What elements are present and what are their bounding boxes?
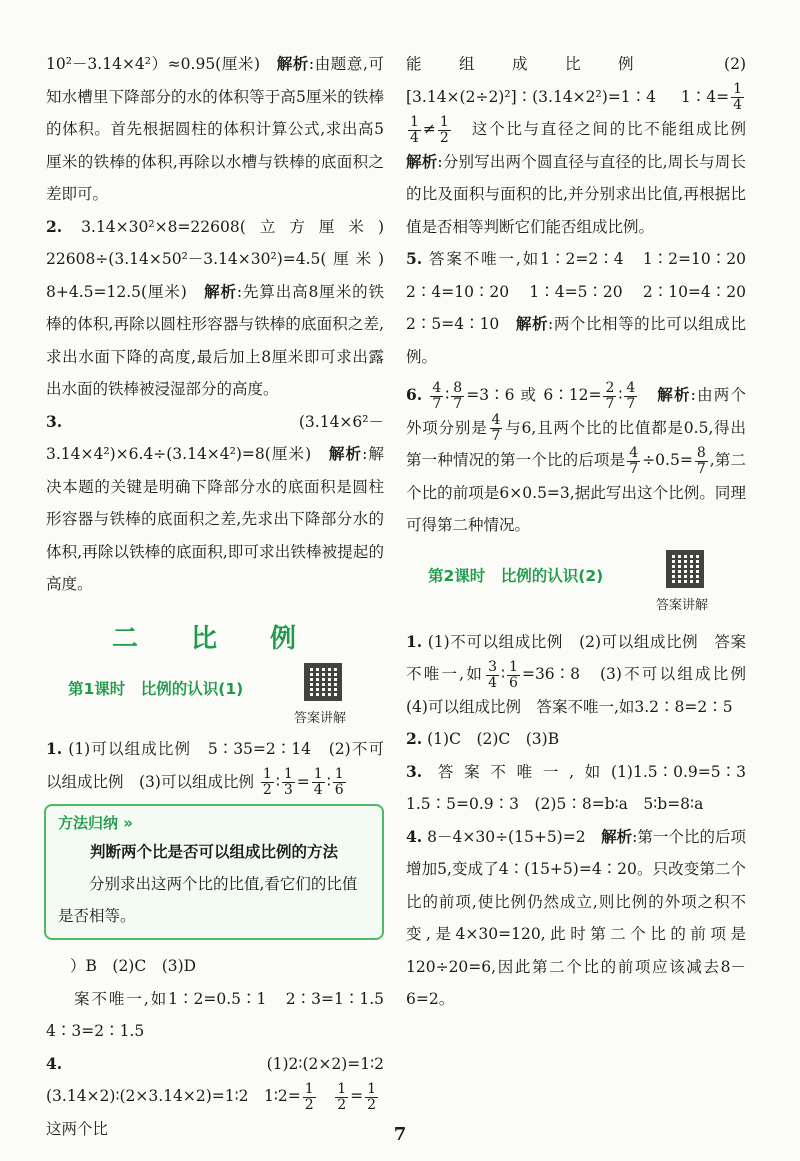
answer-1: 1. (1)不可以组成比例 (2)可以组成比例 答案不唯一,如 $\frac{3}{4}$ ∶ $\frac{1}{6}$ =36∶8 (3)不可以组成比例 (4)可以组成比例 答案不唯一,如3.2∶8=2∶5	[406, 631, 762, 716]
answer-paragraph	[46, 48, 384, 211]
qr-code-icon[interactable]	[666, 550, 704, 588]
analysis-text: 与6,且两个比的比值都是0.5,得出第一种情况的第一个比的后项是	[406, 418, 746, 469]
numerator: 1	[509, 658, 518, 675]
numerator: 4	[629, 444, 639, 461]
numerator: 1	[334, 766, 344, 782]
analysis-text: ,第二个比的前项是6×0.5=3,据此写出这个比例。同理可得第二种情况。	[406, 451, 746, 534]
fraction	[408, 115, 421, 146]
fraction	[486, 660, 499, 691]
question-number: 3.	[406, 761, 423, 781]
numerator: 1	[337, 1080, 347, 1097]
analysis-label: 解析	[328, 445, 363, 463]
denominator: 2	[367, 1096, 377, 1113]
denominator: 7	[626, 395, 636, 412]
question-number: 3.	[46, 411, 63, 431]
answer-continued: 能组成比例 (2)[3.14×(2÷2)²]∶(3.14×2²)=1∶4 1∶4= $\frac{1}{4}$ $\frac{1}{4}$ ≠ $\frac{1}{2}$ 这个比与直径之间的比不能组成比例 解析:分别写出两个圆直径与直径的比,周长与周长的比及面积与面积的比,并分别求出比值,再根据比值是否相等判断它们能否组成比例。	[406, 55, 762, 236]
question-number: 4.	[46, 1053, 63, 1073]
fraction	[603, 381, 616, 412]
denominator: 7	[491, 428, 501, 444]
denominator: 6	[509, 674, 518, 691]
answer-3: 案不唯一,如1∶2=0.5∶1 2∶3=1∶1.5 4∶3=2∶1.5	[46, 989, 400, 1040]
numerator: 1	[313, 766, 323, 782]
page-number: 7	[393, 1124, 407, 1145]
numerator: 4	[491, 412, 501, 428]
fraction	[282, 767, 295, 798]
fraction	[731, 82, 744, 113]
answer-text: 这两个比	[46, 1087, 396, 1138]
numerator: 3	[488, 658, 497, 675]
fraction	[335, 1082, 348, 1113]
answer-4: 4. (1)2∶(2×2)=1∶2 (3.14×2)∶(2×3.14×2)=1∶2 1∶2= $\frac{1}{2}$ $\frac{1}{2}$ = $\frac{1}{2}$ 这两个比	[46, 1053, 400, 1138]
lesson-title: 第2课时 比例的认识(2)	[428, 566, 604, 585]
qr-caption: 答案讲解	[294, 711, 347, 726]
answer-text: 答案不唯一,如(1)1.5∶0.9=5∶3 1.5∶5=0.9∶3 (2)5∶8=b∶a 5∶b=8∶a	[406, 762, 762, 813]
question-number: 2.	[406, 729, 423, 748]
fraction	[695, 446, 708, 477]
answer-text: 这个比与直径之间的比不能组成比例	[452, 120, 762, 138]
denominator: 4	[313, 782, 323, 798]
denominator: 7	[453, 395, 463, 412]
qr-code-icon[interactable]	[304, 663, 342, 701]
method-title: 方法归纳 »	[58, 814, 133, 832]
numerator: 4	[626, 379, 636, 396]
left-column	[46, 48, 400, 1145]
fraction	[333, 767, 346, 798]
numerator: 1	[283, 766, 293, 782]
answer-text: =36∶8 (3)不可以组成比例 (4)可以组成比例 答案不唯一,如3.2∶8=2∶5	[406, 665, 762, 716]
fraction	[430, 381, 443, 412]
denominator: 4	[488, 674, 497, 691]
question-number: 5.	[406, 249, 423, 268]
denominator: 7	[432, 395, 442, 412]
lesson-title: 第1课时 比例的认识(1)	[68, 680, 244, 698]
method-body: 分别求出这两个比的比值,看它们的比值是否相等。	[58, 875, 358, 925]
fraction	[451, 381, 464, 412]
numerator: 1	[304, 1080, 314, 1097]
numerator: 1	[733, 81, 742, 97]
question-6: 6. $\frac{4}{7}$ ∶ $\frac{8}{7}$ =3∶6 或 6∶12= $\frac{2}{7}$ ∶ $\frac{4}{7}$ 解析:由两个外项分别是 $\frac{4}{7}$ 与6,且两个比的比值都是0.5,得出第一种情况的第一个比的后项是 $\frac{4}{7}$ ÷0.5= $\frac{8}{7}$ ,第二个比的前项是6×0.5=3,据此写出这个比例。同理可得第二种情况。	[406, 379, 746, 534]
denominator: 3	[283, 782, 293, 798]
answer-text: (1)可以组成比例 5∶35=2∶14 (2)不可以组成比例 (3)可以组成比例	[46, 740, 384, 791]
answer-text: (3.14×6²－3.14×4²)×6.4÷(3.14×4²)=8(厘米)	[46, 412, 384, 463]
question-5	[406, 243, 762, 373]
analysis-label: 解析	[515, 315, 549, 333]
answer-text: 3.14×30²×8=22608(立方厘米) 22608÷(3.14×50²－3.14×30²)=4.5(厘米) 8+4.5=12.5(厘米)	[46, 217, 400, 301]
analysis-label: 解析	[276, 55, 309, 73]
fraction	[490, 413, 503, 444]
analysis-text: :由题意,可知水槽里下降部分的水的体积等于高5厘米的铁棒的体积。首先根据圆柱的体积计算公式,求出高5厘米的铁棒的体积,再除以水槽与铁棒的底面积之差即可。	[46, 55, 384, 203]
denominator: 2	[262, 782, 272, 798]
question-number: 1.	[406, 631, 423, 651]
answer-text: =3∶6 或 6∶12=	[466, 386, 602, 404]
question-2	[46, 211, 400, 406]
analysis-label: 解析	[406, 152, 438, 171]
qr-caption: 答案讲解	[656, 597, 709, 613]
answer-1: 1. (1)可以组成比例 5∶35=2∶14 (2)不可以组成比例 (3)可以组成比例 $\frac{1}{2}$ ∶ $\frac{1}{3}$ = $\frac{1}{4}$ ∶ $\frac{1}{6}$	[46, 739, 384, 798]
fraction	[507, 660, 520, 691]
question-number: 4.	[406, 826, 423, 846]
chapter-title: 二 比 例	[111, 623, 319, 654]
analysis-text: ÷0.5=	[642, 451, 693, 469]
analysis-text: :第一个比的后项增加5,变成了4∶(15+5)=4∶20。只改变第二个比的前项,使比例仍然成立,则比例的外项之积不变,是4×30=120,此时第二个比的前项是120÷20=6,因此第二个比的前项应该减去8－6=2。	[406, 827, 746, 1008]
denominator: 2	[439, 129, 449, 146]
analysis-label: 解析	[657, 386, 691, 404]
numerator: 1	[262, 766, 272, 782]
numerator: 1	[410, 113, 419, 130]
fraction	[303, 1082, 316, 1113]
denominator: 4	[410, 129, 419, 146]
method-summary-box	[44, 804, 384, 940]
answer-3	[406, 756, 762, 821]
answer-text: 能组成比例 (2)[3.14×(2÷2)²]∶(3.14×2²)=1∶4 1∶4=	[406, 55, 746, 106]
answer-text: 10²－3.14×4²）≈0.95(厘米)	[46, 55, 277, 73]
answer-text: (1)C (2)C (3)B	[427, 730, 560, 748]
answer-text: 8－4×30÷(15+5)=2	[427, 827, 602, 846]
analysis-label: 解析	[601, 827, 633, 846]
answer-2: ）B (2)C (3)D	[70, 957, 197, 975]
denominator: 6	[334, 782, 344, 798]
answer-text: 答案不唯一,如1∶2=2∶4 1∶2=10∶20 2∶4=10∶20 1∶4=5∶20 2∶10=4∶20 2∶5=4∶10	[406, 250, 762, 333]
numerator: 8	[453, 379, 463, 396]
right-column	[406, 48, 762, 1016]
answer-2	[406, 723, 746, 756]
numerator: 8	[696, 444, 706, 461]
numerator: 2	[605, 379, 615, 396]
fraction	[627, 446, 640, 477]
lesson-header	[406, 556, 746, 626]
fraction	[624, 381, 637, 412]
fraction	[365, 1082, 378, 1113]
denominator: 7	[696, 460, 706, 477]
numerator: 1	[439, 113, 449, 130]
question-3	[46, 406, 384, 601]
analysis-text: :先算出高8厘米的铁棒的体积,再除以圆柱形容器与铁棒的底面积之差,求出水面下降的高度,最后加上8厘米即可求出露出水面的铁棒被浸湿部分的高度。	[46, 282, 384, 398]
analysis-text: :由两个外项分别是	[406, 386, 746, 437]
denominator: 2	[337, 1096, 347, 1113]
lesson-header	[46, 669, 384, 733]
numerator: 4	[432, 379, 442, 396]
analysis-text: :分别写出两个圆直径与直径的比,周长与周长的比及面积与面积的比,并分别求出比值,再根据比值是否相等判断它们能否组成比例。	[406, 152, 746, 236]
denominator: 7	[605, 395, 615, 412]
fraction	[438, 115, 451, 146]
denominator: 7	[629, 460, 639, 477]
method-heading: 判断两个比是否可以组成比例的方法	[89, 843, 338, 861]
analysis-text: :两个比相等的比可以组成比例。	[406, 315, 746, 366]
question-number: 1.	[46, 739, 63, 758]
fraction	[312, 767, 325, 798]
analysis-label: 解析	[204, 282, 237, 301]
answer-text: (1)2∶(2×2)=1∶2 (3.14×2)∶(2×3.14×2)=1∶2 1∶2=	[46, 1054, 400, 1105]
answer-text: (1)不可以组成比例 (2)可以组成比例 答案不唯一,如	[406, 632, 746, 683]
fraction	[261, 767, 274, 798]
question-number: 6.	[406, 385, 423, 404]
analysis-text: :解决本题的关键是明确下降部分水的底面积是圆柱形容器与铁棒的底面积之差,先求出下降部分水的体积,再除以铁棒的底面积,即可求出铁棒被提起的高度。	[46, 445, 384, 593]
denominator: 4	[733, 97, 742, 113]
question-number: 2.	[46, 216, 63, 236]
numerator: 1	[367, 1080, 377, 1097]
denominator: 2	[304, 1096, 314, 1113]
